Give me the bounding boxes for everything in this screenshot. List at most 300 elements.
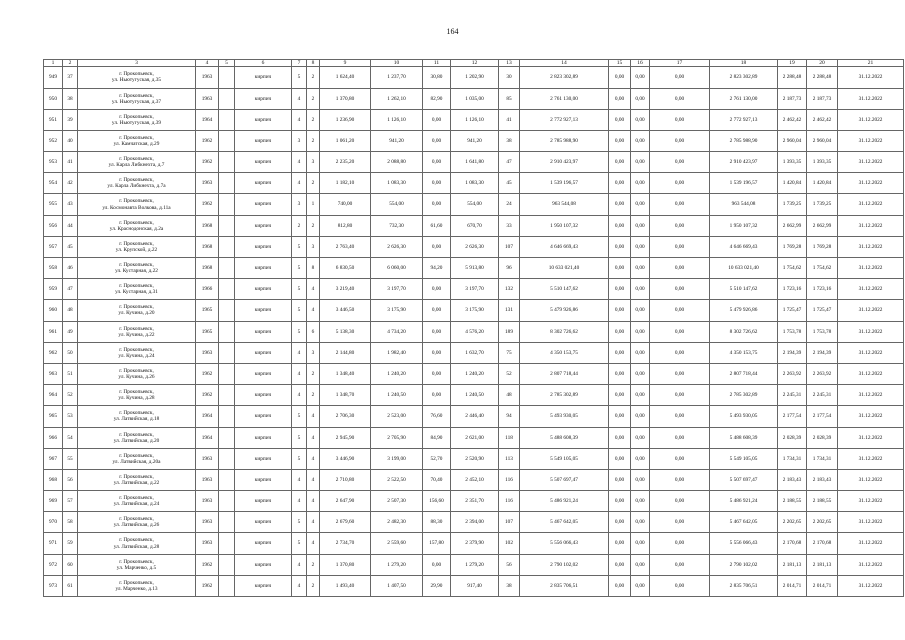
sub-number-cell: 56 (63, 469, 78, 490)
nonresidential-area-cell: 52,70 (423, 448, 451, 469)
total-cost-cell: 2 772 927,13 (710, 109, 778, 130)
nonresidential-area-cell: 0,00 (423, 109, 451, 130)
residents-cell: 52 (499, 363, 520, 384)
area-cell: 1 035,00 (451, 88, 499, 109)
column-number-header: 16 (631, 60, 650, 67)
value-cell: 0,00 (631, 194, 650, 215)
area-cell: 4 576,20 (451, 321, 499, 342)
area-cell: 917,40 (451, 575, 499, 596)
residents-cell: 132 (499, 279, 520, 300)
value-cell: 0,00 (609, 152, 631, 173)
cost-cell: 10 633 021,40 (520, 258, 609, 279)
residents-cell: 107 (499, 236, 520, 257)
residents-cell: 85 (499, 88, 520, 109)
nonresidential-area-cell: 88,30 (423, 512, 451, 533)
housing-register-table (43, 59, 904, 597)
date-cell: 31.12.2022 (838, 554, 904, 575)
address-city: г. Прокопьевск, (119, 346, 154, 353)
table-row (44, 533, 904, 554)
total-cost-cell: 2 785 302,89 (710, 385, 778, 406)
empty-cell (219, 321, 235, 342)
value-cell: 0,00 (650, 406, 710, 427)
total-area-cell: 5 138,30 (320, 321, 371, 342)
unit-cost-cell: 2 188,55 (778, 491, 807, 512)
value-cell: 0,00 (631, 236, 650, 257)
unit-cost-cell: 2 177,54 (778, 406, 807, 427)
page-number: 164 (446, 27, 459, 36)
area-cell: 5 913,80 (451, 258, 499, 279)
floors-cell: 4 (292, 88, 307, 109)
total-area-cell: 2 679,60 (320, 512, 371, 533)
floors-cell: 4 (292, 385, 307, 406)
value-cell: 0,00 (609, 363, 631, 384)
entrances-cell: 4 (307, 279, 320, 300)
material-cell: кирпич (235, 279, 292, 300)
living-area-cell: 2 507,30 (371, 491, 423, 512)
sub-number-cell: 51 (63, 363, 78, 384)
row-number-cell: 969 (44, 491, 63, 512)
total-area-cell: 1 061,20 (320, 130, 371, 151)
entrances-cell: 8 (307, 258, 320, 279)
unit-cost-cell: 1 420,84 (807, 173, 838, 194)
sub-number-cell: 43 (63, 194, 78, 215)
address-cell (78, 448, 196, 469)
address-cell (78, 109, 196, 130)
floors-cell: 4 (292, 575, 307, 596)
date-cell: 31.12.2022 (838, 236, 904, 257)
material-cell: кирпич (235, 427, 292, 448)
value-cell: 0,00 (609, 130, 631, 151)
table-row (44, 152, 904, 173)
empty-cell (219, 406, 235, 427)
material-cell: кирпич (235, 342, 292, 363)
table-row (44, 130, 904, 151)
year-cell: 1965 (196, 321, 219, 342)
row-number-cell: 962 (44, 342, 63, 363)
entrances-cell: 1 (307, 194, 320, 215)
living-area-cell: 732,30 (371, 215, 423, 236)
sub-number-cell: 42 (63, 173, 78, 194)
year-cell: 1962 (196, 575, 219, 596)
address-street: ул. Карла Либкнехта, д.7а (107, 183, 166, 190)
row-number-cell: 971 (44, 533, 63, 554)
value-cell: 0,00 (650, 321, 710, 342)
value-cell: 0,00 (631, 427, 650, 448)
unit-cost-cell: 2 181,13 (778, 554, 807, 575)
area-cell: 3 175,90 (451, 300, 499, 321)
address-cell (78, 194, 196, 215)
nonresidential-area-cell: 157,80 (423, 533, 451, 554)
table-row (44, 469, 904, 490)
residents-cell: 75 (499, 342, 520, 363)
address-street: ул. Кучина, д.22 (118, 331, 155, 338)
date-cell: 31.12.2022 (838, 109, 904, 130)
floors-cell: 2 (292, 215, 307, 236)
nonresidential-area-cell: 0,00 (423, 554, 451, 575)
address-cell (78, 300, 196, 321)
floors-cell: 5 (292, 258, 307, 279)
residents-cell: 33 (499, 215, 520, 236)
value-cell: 0,00 (650, 575, 710, 596)
table-row (44, 385, 904, 406)
column-number-header: 20 (807, 60, 838, 67)
row-number-cell: 965 (44, 406, 63, 427)
address-street: ул. Латвийская, д.28 (113, 543, 160, 550)
unit-cost-cell: 2 028,39 (807, 427, 838, 448)
address-city: г. Прокопьевск, (119, 113, 154, 120)
value-cell: 0,00 (631, 173, 650, 194)
area-cell: 2 351,70 (451, 491, 499, 512)
total-cost-cell: 5 467 642,05 (710, 512, 778, 533)
row-number-cell: 972 (44, 554, 63, 575)
entrances-cell: 2 (307, 215, 320, 236)
address-street: ул. Ньютугуская, д.39 (111, 119, 162, 126)
material-cell: кирпич (235, 533, 292, 554)
cost-cell: 1 539 196,57 (520, 173, 609, 194)
value-cell: 0,00 (631, 385, 650, 406)
empty-cell (219, 109, 235, 130)
value-cell: 0,00 (609, 406, 631, 427)
value-cell: 0,00 (650, 258, 710, 279)
cost-cell: 2 785 988,90 (520, 130, 609, 151)
unit-cost-cell: 1 754,62 (778, 258, 807, 279)
unit-cost-cell: 2 194,39 (807, 342, 838, 363)
year-cell: 1963 (196, 173, 219, 194)
value-cell: 0,00 (631, 575, 650, 596)
value-cell: 0,00 (631, 321, 650, 342)
unit-cost-cell: 2 183,43 (778, 469, 807, 490)
address-city: г. Прокопьевск, (119, 389, 154, 396)
table-row (44, 279, 904, 300)
total-area-cell: 1 182,10 (320, 173, 371, 194)
address-cell (78, 512, 196, 533)
value-cell: 0,00 (609, 173, 631, 194)
total-area-cell: 3 219,40 (320, 279, 371, 300)
address-city: г. Прокопьевск, (119, 516, 154, 523)
nonresidential-area-cell: 156,60 (423, 491, 451, 512)
table-row (44, 300, 904, 321)
address-street: ул. Латвийская, д.26 (113, 522, 160, 529)
material-cell: кирпич (235, 109, 292, 130)
nonresidential-area-cell: 82,90 (423, 88, 451, 109)
material-cell: кирпич (235, 88, 292, 109)
value-cell: 0,00 (631, 448, 650, 469)
living-area-cell: 1 126,10 (371, 109, 423, 130)
date-cell: 31.12.2022 (838, 173, 904, 194)
row-number-cell: 966 (44, 427, 63, 448)
address-cell (78, 152, 196, 173)
address-city: г. Прокопьевск, (119, 156, 154, 163)
value-cell: 0,00 (609, 554, 631, 575)
area-cell: 1 632,70 (451, 342, 499, 363)
material-cell: кирпич (235, 130, 292, 151)
value-cell: 0,00 (609, 491, 631, 512)
year-cell: 1962 (196, 385, 219, 406)
residents-cell: 38 (499, 575, 520, 596)
unit-cost-cell: 2 014,71 (807, 575, 838, 596)
living-area-cell: 554,00 (371, 194, 423, 215)
area-cell: 2 394,00 (451, 512, 499, 533)
column-number-header: 8 (307, 60, 320, 67)
table-row (44, 67, 904, 88)
sub-number-cell: 45 (63, 236, 78, 257)
sub-number-cell: 57 (63, 491, 78, 512)
unit-cost-cell: 2 662,99 (807, 215, 838, 236)
living-area-cell: 1 240,50 (371, 385, 423, 406)
entrances-cell: 6 (307, 321, 320, 342)
address-street: ул. Ньютугуская, д.37 (111, 98, 162, 105)
living-area-cell: 1 982,40 (371, 342, 423, 363)
living-area-cell: 2 705,90 (371, 427, 423, 448)
date-cell: 31.12.2022 (838, 342, 904, 363)
date-cell: 31.12.2022 (838, 491, 904, 512)
total-cost-cell: 2 807 718,44 (710, 363, 778, 384)
column-number-header: 5 (219, 60, 235, 67)
entrances-cell: 2 (307, 575, 320, 596)
address-cell (78, 469, 196, 490)
total-area-cell: 1 370,80 (320, 554, 371, 575)
table-row (44, 236, 904, 257)
cost-cell: 5 486 921,24 (520, 491, 609, 512)
date-cell: 31.12.2022 (838, 512, 904, 533)
column-number-header: 9 (320, 60, 371, 67)
cost-cell: 4 646 669,43 (520, 236, 609, 257)
total-cost-cell: 1 950 107,32 (710, 215, 778, 236)
value-cell: 0,00 (650, 152, 710, 173)
unit-cost-cell: 1 725,47 (778, 300, 807, 321)
address-street: ул. Краснодонская, д.2а (109, 225, 164, 232)
column-number-header: 6 (235, 60, 292, 67)
address-street: ул. Латвийская, д.22 (113, 479, 160, 486)
address-street: ул. Карла Либкнехта, д.7 (108, 162, 165, 169)
row-number-cell: 953 (44, 152, 63, 173)
address-city: г. Прокопьевск, (119, 579, 154, 586)
material-cell: кирпич (235, 215, 292, 236)
nonresidential-area-cell: 0,00 (423, 236, 451, 257)
address-street: ул. Марченко, д.13 (115, 585, 158, 592)
address-cell (78, 130, 196, 151)
area-cell: 1 641,80 (451, 152, 499, 173)
living-area-cell: 1 240,20 (371, 363, 423, 384)
value-cell: 0,00 (609, 321, 631, 342)
unit-cost-cell: 1 734,31 (807, 448, 838, 469)
area-cell: 2 379,90 (451, 533, 499, 554)
empty-cell (219, 469, 235, 490)
nonresidential-area-cell: 0,00 (423, 363, 451, 384)
date-cell: 31.12.2022 (838, 427, 904, 448)
total-area-cell: 1 370,80 (320, 88, 371, 109)
value-cell: 0,00 (650, 130, 710, 151)
year-cell: 1962 (196, 130, 219, 151)
value-cell: 0,00 (631, 533, 650, 554)
floors-cell: 5 (292, 67, 307, 88)
unit-cost-cell: 2 202,65 (778, 512, 807, 533)
value-cell: 0,00 (631, 363, 650, 384)
total-area-cell: 2 144,80 (320, 342, 371, 363)
address-city: г. Прокопьевск, (119, 473, 154, 480)
value-cell: 0,00 (631, 130, 650, 151)
value-cell: 0,00 (650, 512, 710, 533)
value-cell: 0,00 (650, 385, 710, 406)
cost-cell: 5 493 930,05 (520, 406, 609, 427)
year-cell: 1966 (196, 279, 219, 300)
address-street: ул. Латвийская, д.24 (113, 501, 160, 508)
cost-cell: 2 785 302,89 (520, 385, 609, 406)
entrances-cell: 2 (307, 385, 320, 406)
entrances-cell: 4 (307, 469, 320, 490)
total-area-cell: 2 945,90 (320, 427, 371, 448)
address-street: ул. Космонавта Волкова, д.11а (102, 204, 171, 211)
empty-cell (219, 194, 235, 215)
address-city: г. Прокопьевск, (119, 452, 154, 459)
date-cell: 31.12.2022 (838, 448, 904, 469)
value-cell: 0,00 (650, 427, 710, 448)
cost-cell: 2 772 927,13 (520, 109, 609, 130)
floors-cell: 4 (292, 152, 307, 173)
living-area-cell: 2 559,60 (371, 533, 423, 554)
year-cell: 1968 (196, 236, 219, 257)
unit-cost-cell: 1 734,31 (778, 448, 807, 469)
row-number-cell: 959 (44, 279, 63, 300)
cost-cell: 5 488 608,39 (520, 427, 609, 448)
address-city: г. Прокопьевск, (119, 262, 154, 269)
value-cell: 0,00 (650, 491, 710, 512)
nonresidential-area-cell: 29,90 (423, 575, 451, 596)
year-cell: 1963 (196, 533, 219, 554)
address-street: ул. Камчатская, д.29 (113, 140, 160, 147)
year-cell: 1968 (196, 215, 219, 236)
cost-cell: 5 479 926,86 (520, 300, 609, 321)
empty-cell (219, 215, 235, 236)
unit-cost-cell: 2 263,92 (778, 363, 807, 384)
sub-number-cell: 46 (63, 258, 78, 279)
year-cell: 1963 (196, 512, 219, 533)
unit-cost-cell: 1 393,35 (807, 152, 838, 173)
cost-cell: 5 510 147,62 (520, 279, 609, 300)
address-cell (78, 554, 196, 575)
total-area-cell: 2 235,20 (320, 152, 371, 173)
total-area-cell: 1 348,40 (320, 363, 371, 384)
total-cost-cell: 5 488 608,39 (710, 427, 778, 448)
unit-cost-cell: 2 187,73 (807, 88, 838, 109)
nonresidential-area-cell: 70,40 (423, 469, 451, 490)
total-cost-cell: 5 507 697,47 (710, 469, 778, 490)
value-cell: 0,00 (609, 469, 631, 490)
sub-number-cell: 40 (63, 130, 78, 151)
living-area-cell: 3 199,00 (371, 448, 423, 469)
year-cell: 1963 (196, 88, 219, 109)
value-cell: 0,00 (609, 533, 631, 554)
unit-cost-cell: 2 960,04 (807, 130, 838, 151)
date-cell: 31.12.2022 (838, 469, 904, 490)
table-row (44, 491, 904, 512)
year-cell: 1963 (196, 342, 219, 363)
value-cell: 0,00 (631, 406, 650, 427)
date-cell: 31.12.2022 (838, 130, 904, 151)
material-cell: кирпич (235, 491, 292, 512)
entrances-cell: 2 (307, 109, 320, 130)
value-cell: 0,00 (609, 448, 631, 469)
living-area-cell: 3 175,90 (371, 300, 423, 321)
total-area-cell: 1 348,70 (320, 385, 371, 406)
living-area-cell: 1 407,50 (371, 575, 423, 596)
total-area-cell: 2 734,70 (320, 533, 371, 554)
cost-cell: 2 910 423,97 (520, 152, 609, 173)
value-cell: 0,00 (650, 448, 710, 469)
address-city: г. Прокопьевск, (119, 304, 154, 311)
address-cell (78, 67, 196, 88)
value-cell: 0,00 (631, 279, 650, 300)
address-cell (78, 533, 196, 554)
unit-cost-cell: 2 170,68 (807, 533, 838, 554)
total-area-cell: 1 624,40 (320, 67, 371, 88)
row-number-cell: 958 (44, 258, 63, 279)
column-number-header: 18 (710, 60, 778, 67)
value-cell: 0,00 (650, 236, 710, 257)
empty-cell (219, 512, 235, 533)
residents-cell: 24 (499, 194, 520, 215)
material-cell: кирпич (235, 469, 292, 490)
year-cell: 1965 (196, 300, 219, 321)
address-street: ул. Кучина, д.24 (118, 352, 155, 359)
date-cell: 31.12.2022 (838, 300, 904, 321)
empty-cell (219, 554, 235, 575)
value-cell: 0,00 (631, 554, 650, 575)
floors-cell: 5 (292, 448, 307, 469)
column-number-header: 2 (63, 60, 78, 67)
cost-cell: 5 467 642,05 (520, 512, 609, 533)
entrances-cell: 3 (307, 342, 320, 363)
residents-cell: 116 (499, 469, 520, 490)
row-number-cell: 970 (44, 512, 63, 533)
living-area-cell: 2 523,00 (371, 406, 423, 427)
residents-cell: 48 (499, 385, 520, 406)
area-cell: 941,20 (451, 130, 499, 151)
material-cell: кирпич (235, 194, 292, 215)
total-cost-cell: 5 556 066,43 (710, 533, 778, 554)
table-row (44, 342, 904, 363)
value-cell: 0,00 (609, 512, 631, 533)
address-city: г. Прокопьевск, (119, 198, 154, 205)
column-number-header: 4 (196, 60, 219, 67)
living-area-cell: 2 522,50 (371, 469, 423, 490)
sub-number-cell: 49 (63, 321, 78, 342)
address-city: г. Прокопьевск, (119, 325, 154, 332)
value-cell: 0,00 (650, 363, 710, 384)
area-cell: 1 126,10 (451, 109, 499, 130)
entrances-cell: 4 (307, 491, 320, 512)
area-cell: 670,70 (451, 215, 499, 236)
residents-cell: 30 (499, 67, 520, 88)
residents-cell: 116 (499, 491, 520, 512)
address-street: ул. Кучина, д.26 (118, 374, 155, 381)
date-cell: 31.12.2022 (838, 152, 904, 173)
total-cost-cell: 5 479 926,86 (710, 300, 778, 321)
unit-cost-cell: 2 194,39 (778, 342, 807, 363)
address-cell (78, 406, 196, 427)
residents-cell: 56 (499, 554, 520, 575)
unit-cost-cell: 2 170,68 (778, 533, 807, 554)
empty-cell (219, 279, 235, 300)
table-row (44, 427, 904, 448)
unit-cost-cell: 2 960,04 (778, 130, 807, 151)
living-area-cell: 3 197,70 (371, 279, 423, 300)
total-cost-cell: 2 761 130,00 (710, 88, 778, 109)
value-cell: 0,00 (650, 279, 710, 300)
sub-number-cell: 59 (63, 533, 78, 554)
floors-cell: 5 (292, 321, 307, 342)
total-cost-cell: 5 549 105,05 (710, 448, 778, 469)
